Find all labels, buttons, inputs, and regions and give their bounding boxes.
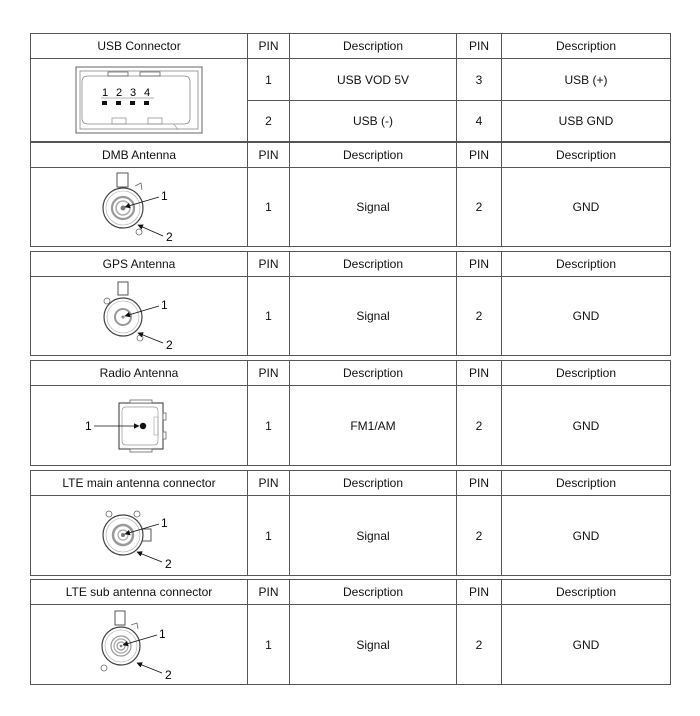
pin-header: PIN [248,471,290,496]
description-header: Description [290,471,457,496]
gps-pin-table [30,251,671,356]
pin-description: USB GND [502,101,671,142]
callout-label: 2 [166,230,173,244]
table-header-row [31,143,671,168]
description-header: Description [502,580,671,605]
description-header: Description [502,34,671,59]
lte-main-connector-diagram [31,496,248,576]
usb-pin-table [30,33,671,142]
radio-connector-diagram [31,386,248,466]
callout-label: 1 [159,626,166,641]
callout-label: 2 [165,667,172,682]
pin-description: GND [502,496,671,576]
description-header: Description [290,143,457,168]
radio-pin-table [30,360,671,466]
pin-description: Signal [290,605,457,685]
pin-header: PIN [457,580,502,605]
radio-antenna-icon [84,389,194,463]
pin-header: PIN [248,361,290,386]
pin-header: PIN [248,143,290,168]
usb-connector-diagram [31,59,248,142]
connector-name: USB Connector [31,34,248,59]
callout-label: 1 [161,515,168,530]
description-header: Description [290,34,457,59]
pin-number: 2 [457,386,502,466]
connector-name: DMB Antenna [31,143,248,168]
pin-description: USB VOD 5V [290,59,457,101]
callout-label: 1 [161,189,168,203]
pin-number: 2 [457,277,502,356]
description-header: Description [290,361,457,386]
pin-header: PIN [248,252,290,277]
pin-description: Signal [290,168,457,247]
pin-description: USB (+) [502,59,671,101]
pin-number: 2 [457,605,502,685]
table-row [31,59,671,101]
pin-description: GND [502,168,671,247]
dmb-connector-diagram [31,168,248,247]
description-header: Description [502,143,671,168]
usb-connector-section [30,33,670,142]
lte-sub-antenna-icon [89,608,189,682]
pin-header: PIN [457,252,502,277]
description-header: Description [502,471,671,496]
description-header: Description [290,252,457,277]
pin-header: PIN [457,34,502,59]
gps-connector-diagram [31,277,248,356]
pin-number: 2 [457,496,502,576]
description-header: Description [502,361,671,386]
table-row [31,277,671,356]
callout-label: 1 [85,418,92,433]
pin-header: PIN [248,34,290,59]
pin-label: 1 [102,87,109,99]
pin-number: 3 [457,59,502,101]
pin-description: USB (-) [290,101,457,142]
pin-label: 4 [144,87,151,99]
usb-connector-icon [74,64,204,136]
callout-label: 2 [166,338,173,352]
table-header-row [31,471,671,496]
connector-name: Radio Antenna [31,361,248,386]
lte-main-antenna-section [30,470,670,576]
gps-antenna-icon [89,279,189,353]
pin-label: 2 [116,87,123,99]
table-row [31,605,671,685]
lte-sub-antenna-section [30,579,670,685]
pin-description: GND [502,277,671,356]
pin-description: Signal [290,277,457,356]
pin-number: 1 [248,277,290,356]
pin-header: PIN [457,143,502,168]
callout-label: 2 [165,556,172,571]
connector-name: LTE sub antenna connector [31,580,248,605]
pin-header: PIN [457,361,502,386]
radio-antenna-section [30,360,670,466]
gps-antenna-section [30,251,670,356]
lte-sub-connector-diagram [31,605,248,685]
dmb-antenna-section [30,142,670,247]
pin-description: Signal [290,496,457,576]
pin-number: 1 [248,168,290,247]
table-header-row [31,252,671,277]
pin-number: 4 [457,101,502,142]
pin-number: 1 [248,496,290,576]
dmb-antenna-icon [89,170,189,244]
lte-main-antenna-icon [89,499,189,573]
pin-description: FM1/AM [290,386,457,466]
table-header-row [31,361,671,386]
table-header-row [31,34,671,59]
table-row [31,386,671,466]
pin-number: 2 [457,168,502,247]
lte-main-pin-table [30,470,671,576]
table-row [31,168,671,247]
description-header: Description [290,580,457,605]
table-row [31,496,671,576]
pin-description: GND [502,386,671,466]
pin-header: PIN [248,580,290,605]
pin-number: 1 [248,386,290,466]
dmb-pin-table [30,142,671,247]
pin-header: PIN [457,471,502,496]
pin-description: GND [502,605,671,685]
lte-sub-pin-table [30,579,671,685]
pin-number: 1 [248,59,290,101]
pin-number: 1 [248,605,290,685]
connector-name: GPS Antenna [31,252,248,277]
description-header: Description [502,252,671,277]
pin-label: 3 [130,87,137,99]
callout-label: 1 [161,298,168,312]
pin-number: 2 [248,101,290,142]
table-header-row [31,580,671,605]
connector-name: LTE main antenna connector [31,471,248,496]
